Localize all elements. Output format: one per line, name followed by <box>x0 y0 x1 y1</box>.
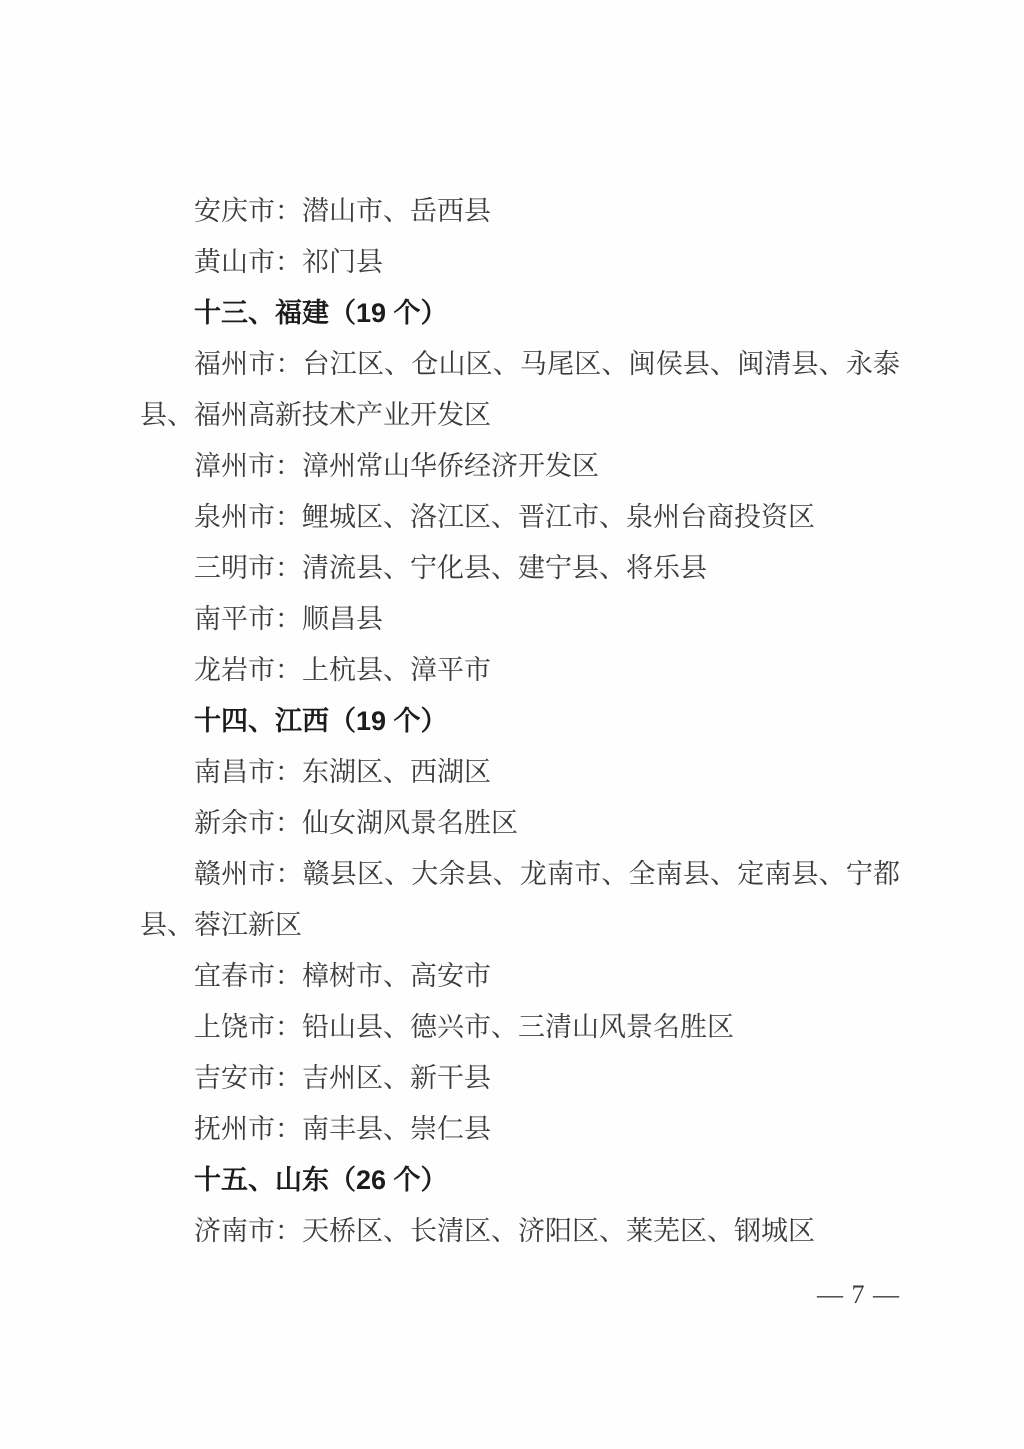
region-entry: 龙岩市：上杭县、漳平市 <box>194 655 491 685</box>
region-entry: 漳州市：漳州常山华侨经济开发区 <box>194 451 599 481</box>
region-entry: 吉安市：吉州区、新干县 <box>194 1063 491 1093</box>
region-entry: 赣州市：赣县区、大余县、龙南市、全南县、定南县、宁都县、蓉江新区 <box>140 859 900 940</box>
region-entry: 上饶市：铅山县、德兴市、三清山风景名胜区 <box>194 1012 734 1042</box>
region-entry: 宜春市：樟树市、高安市 <box>194 961 491 991</box>
region-entry: 三明市：清流县、宁化县、建宁县、将乐县 <box>194 553 707 583</box>
region-entry: 福州市：台江区、仓山区、马尾区、闽侯县、闽清县、永泰县、福州高新技术产业开发区 <box>140 349 900 430</box>
region-entry: 新余市：仙女湖风景名胜区 <box>194 808 518 838</box>
region-entry: 抚州市：南丰县、崇仁县 <box>194 1114 491 1144</box>
region-entry: 泉州市：鲤城区、洛江区、晋江市、泉州台商投资区 <box>194 502 815 532</box>
province-heading: 十三、福建（19 个） <box>194 298 448 328</box>
province-heading: 十五、山东（26 个） <box>194 1165 448 1195</box>
region-entry: 南昌市：东湖区、西湖区 <box>194 757 491 787</box>
province-heading: 十四、江西（19 个） <box>194 706 448 736</box>
region-entry: 南平市：顺昌县 <box>194 604 383 634</box>
document-body <box>140 186 900 1257</box>
page-number: — 7 — <box>817 1280 900 1309</box>
region-entry: 黄山市：祁门县 <box>194 247 383 277</box>
region-entry: 济南市：天桥区、长清区、济阳区、莱芜区、钢城区 <box>194 1216 815 1246</box>
region-entry: 安庆市：潜山市、岳西县 <box>194 196 491 226</box>
